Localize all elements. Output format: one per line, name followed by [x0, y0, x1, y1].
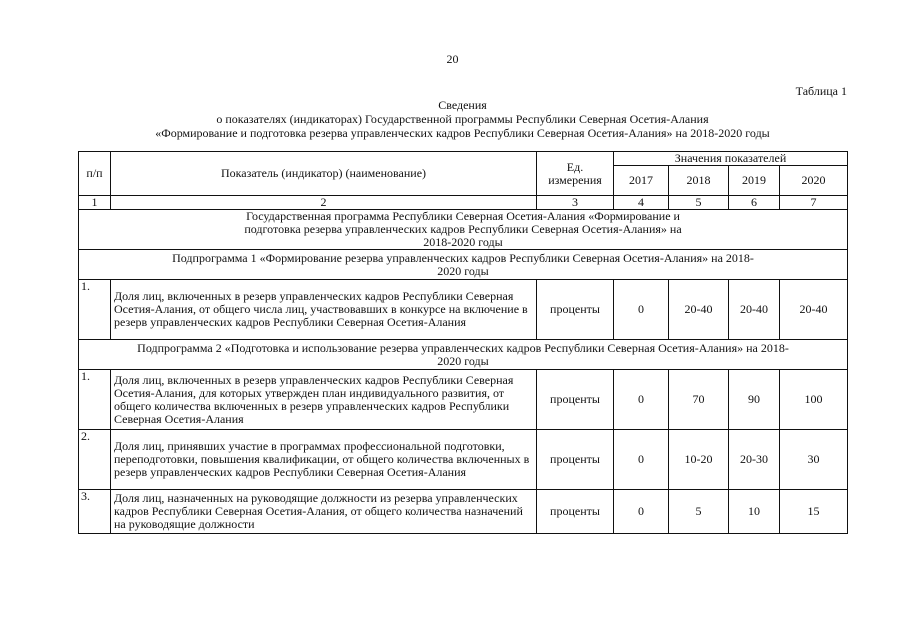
program-title: Государственная программа Республики Северная Осетия-Алания «Формирование и подготовка резерва управленческих кадров Республики Северная Осетия-Алания» на 2018-2020 годы	[79, 210, 848, 250]
column-number: 4	[614, 196, 669, 210]
value-2019: 90	[729, 370, 780, 430]
column-number: 1	[79, 196, 111, 210]
value-2018: 70	[669, 370, 729, 430]
column-number: 6	[729, 196, 780, 210]
table-row	[79, 430, 848, 490]
value-2017: 0	[614, 280, 669, 340]
indicator-name: Доля лиц, включенных в резерв управленческих кадров Республики Северная Осетия-Алания, от общего числа лиц, участвовавших в конкурсе на включение в резерв управленческих кадров Республики Северная Осетия-Алания	[111, 280, 537, 340]
indicator-name: Доля лиц, принявших участие в программах профессиональной подготовки, переподготовки, повышения квалификации, от общего количества включенных в резерв управленческих кадров Республики Северная Осетия-Алания	[111, 430, 537, 490]
header-year-2019: 2019	[729, 166, 780, 196]
value-2017: 0	[614, 370, 669, 430]
indicator-name: Доля лиц, назначенных на руководящие должности из резерва управленческих кадров Республики Северная Осетия-Алания, от общего количества назначений на руководящие должности	[111, 490, 537, 534]
header-values-group: Значения показателей	[614, 152, 848, 166]
subprogram-1-title: Подпрограмма 1 «Формирование резерва управленческих кадров Республики Северная Осетия-Алания» на 2018-2020 годы	[79, 250, 848, 280]
title-line-1: Сведения	[438, 98, 487, 112]
subprogram-2-title-row	[79, 340, 848, 370]
value-2017: 0	[614, 490, 669, 534]
value-2018: 5	[669, 490, 729, 534]
value-2019: 10	[729, 490, 780, 534]
unit-cell: проценты	[537, 280, 614, 340]
value-2019: 20-40	[729, 280, 780, 340]
row-number: 1.	[79, 370, 111, 430]
indicator-name: Доля лиц, включенных в резерв управленческих кадров Республики Северная Осетия-Алания, для которых утвержден план индивидуального развития, от общего количества включенных в резерв управленческих кадров Республики Северная Осетия-Алания	[111, 370, 537, 430]
header-indicator: Показатель (индикатор) (наименование)	[111, 152, 537, 196]
unit-cell: проценты	[537, 370, 614, 430]
value-2018: 20-40	[669, 280, 729, 340]
indicators-table	[78, 151, 848, 534]
row-number: 1.	[79, 280, 111, 340]
title-line-2: о показателях (индикаторах) Государственной программы Республики Северная Осетия-Алания	[216, 112, 709, 126]
value-2017: 0	[614, 430, 669, 490]
value-2020: 15	[780, 490, 848, 534]
column-number: 7	[780, 196, 848, 210]
table-label: Таблица 1	[795, 84, 847, 98]
page-number: 20	[446, 52, 459, 66]
value-2018: 10-20	[669, 430, 729, 490]
column-numbers-row	[79, 196, 848, 210]
header-year-2017: 2017	[614, 166, 669, 196]
column-number: 3	[537, 196, 614, 210]
row-number: 2.	[79, 430, 111, 490]
table-row	[79, 490, 848, 534]
table-row	[79, 280, 848, 340]
row-number: 3.	[79, 490, 111, 534]
header-row-1	[79, 152, 848, 166]
title-line-3: «Формирование и подготовка резерва управленческих кадров Республики Северная Осетия-Алания» на 2018-2020 годы	[155, 126, 770, 140]
value-2020: 30	[780, 430, 848, 490]
table-row	[79, 370, 848, 430]
header-unit: Ед. измерения	[537, 152, 614, 196]
header-num: п/п	[79, 152, 111, 196]
header-year-2020: 2020	[780, 166, 848, 196]
program-title-row	[79, 210, 848, 250]
header-year-2018: 2018	[669, 166, 729, 196]
column-number: 5	[669, 196, 729, 210]
subprogram-1-title-row	[79, 250, 848, 280]
unit-cell: проценты	[537, 490, 614, 534]
document-title	[60, 98, 865, 140]
unit-cell: проценты	[537, 430, 614, 490]
value-2020: 100	[780, 370, 848, 430]
value-2020: 20-40	[780, 280, 848, 340]
value-2019: 20-30	[729, 430, 780, 490]
subprogram-2-title: Подпрограмма 2 «Подготовка и использование резерва управленческих кадров Республики Северная Осетия-Алания» на 2018-2020 годы	[79, 340, 848, 370]
column-number: 2	[111, 196, 537, 210]
